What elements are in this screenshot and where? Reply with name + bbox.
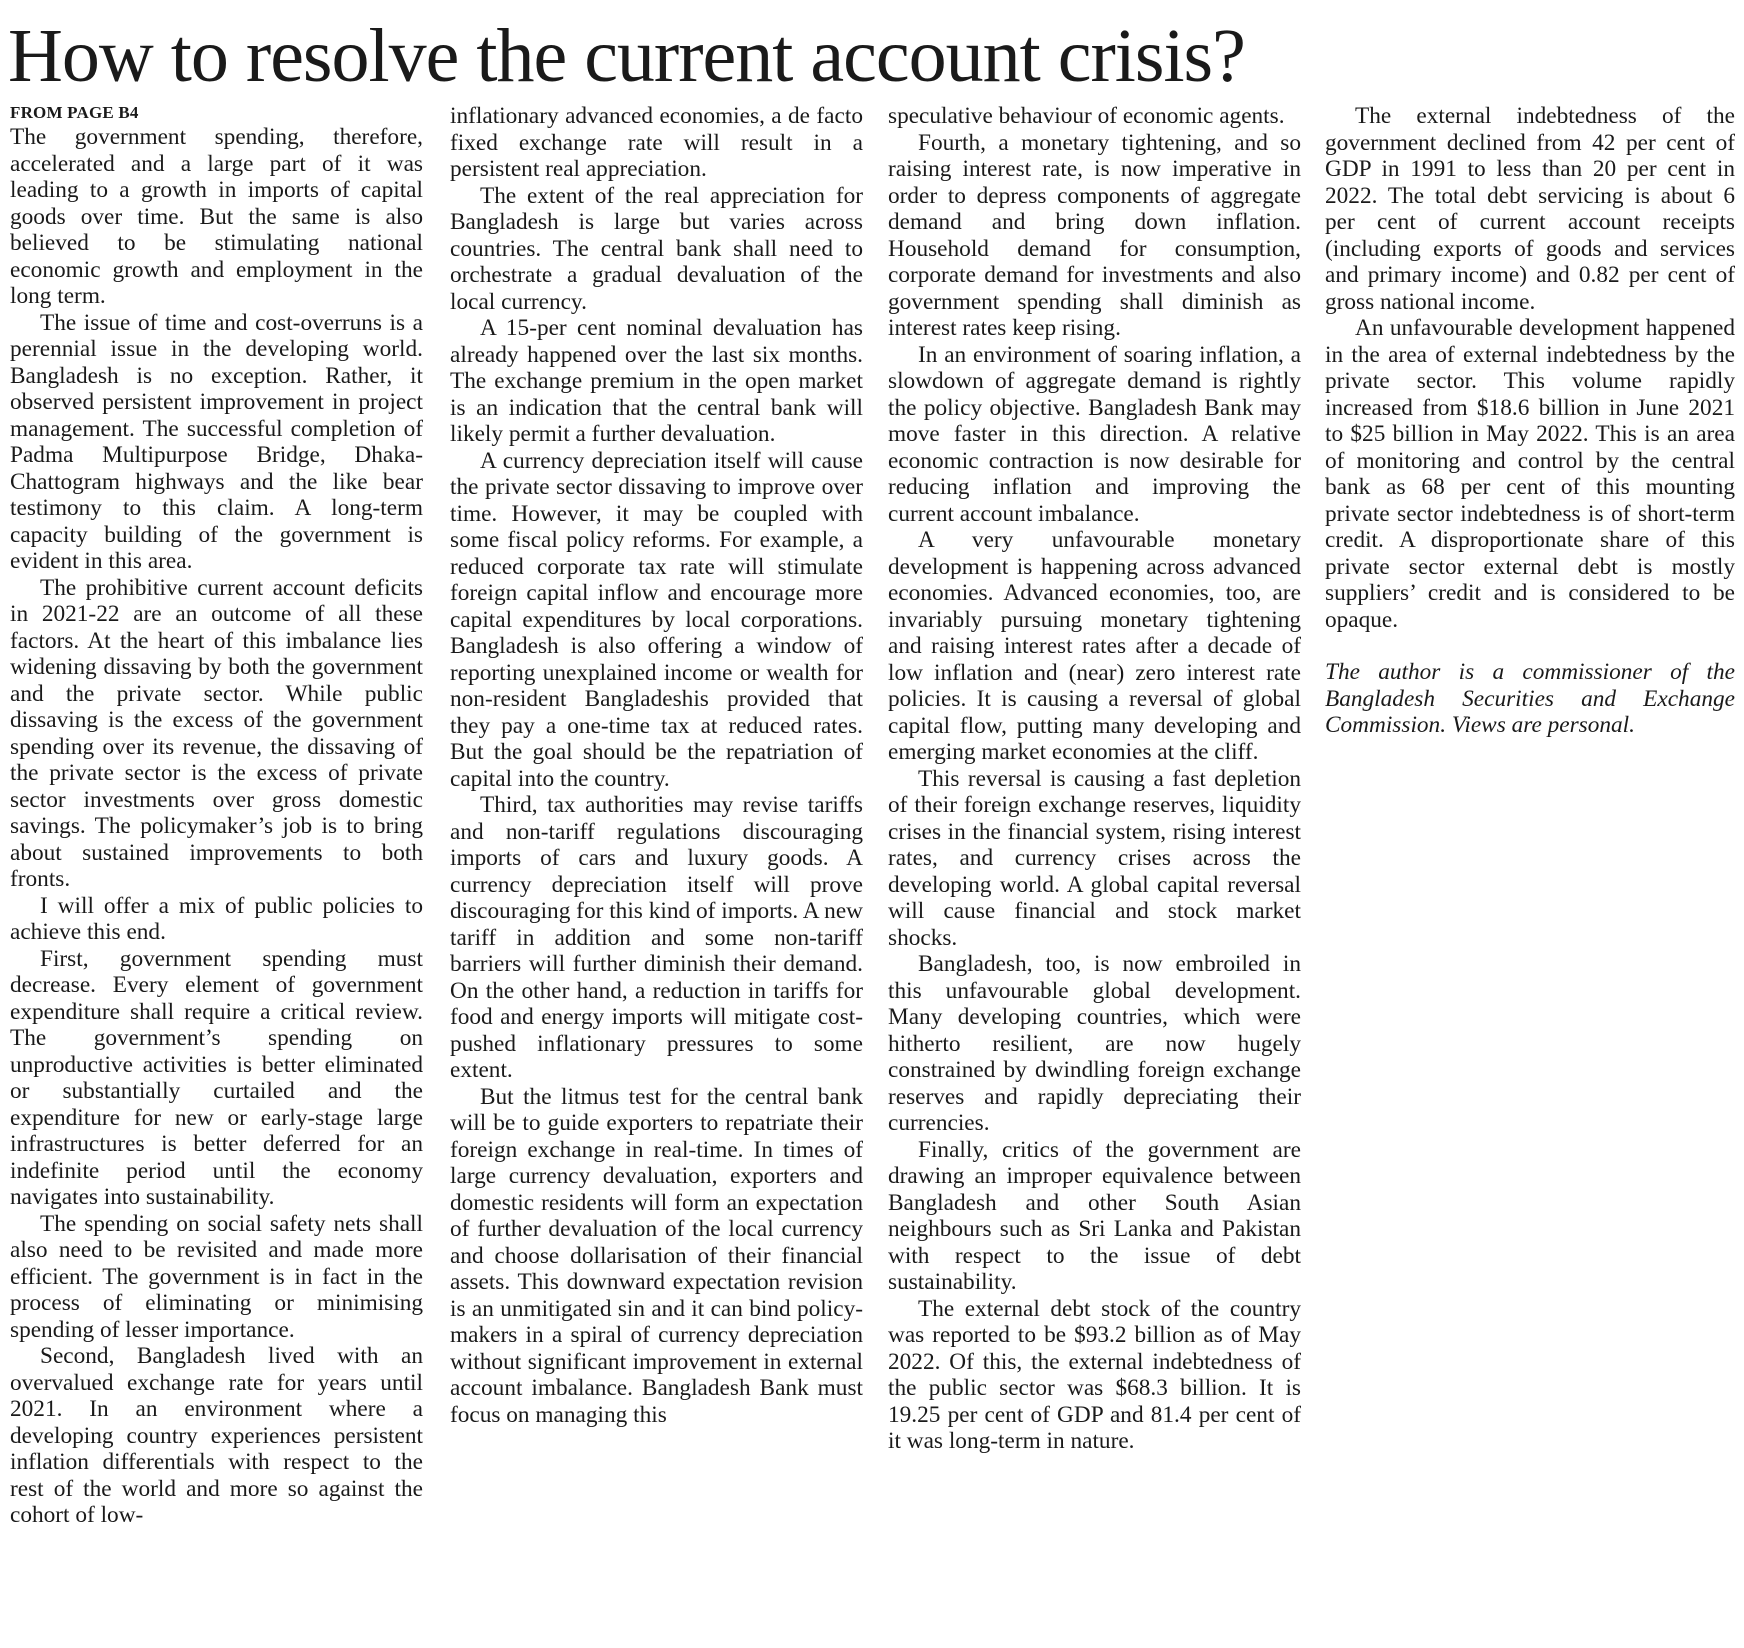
headline: How to resolve the current account crisis? [8, 14, 1245, 98]
paragraph: Third, tax authorities may revise tariffs and non-tariff regulations discouraging imports of cars and luxury goods. A currency depreciation itself will prove discouraging for this kind of imports. A new tariff in addition and some non-tariff barriers will further diminish their demand. On the other hand, a reduction in tariffs for food and energy imports will mitigate cost-pushed inflationary pressures to some extent. [450, 792, 863, 1083]
paragraph: speculative behaviour of economic agents. [888, 103, 1285, 129]
paragraph: But the litmus test for the central bank will be to guide exporters to repatriate their foreign exchange in real-time. In times of large currency devaluation, exporters and domestic residents will form an expectation of further devaluation of the local currency and choose dollarisation of their financial assets. This downward expectation revision is an unmitigated sin and it can bind policy-makers in a spiral of currency depreciation without significant improvement in external account imbalance. Bangladesh Bank must focus on managing this [450, 1083, 863, 1428]
paragraph: In an environment of soaring inflation, a slowdown of aggregate demand is rightly the policy objective. Bangladesh Bank may move faster in this direction. A relative economic contraction is now desirable for reducing inflation and improving the current account imbalance. [888, 341, 1301, 527]
paragraph: This reversal is causing a fast depletion of their foreign exchange reserves, liquidity crises in the financial system, rising interest rates, and currency crises across the developing world. A global capital reversal will cause financial and stock market shocks. [888, 765, 1301, 951]
paragraph: First, government spending must decrease. Every element of government expenditure shall require a critical review. The government’s spending on unproductive activities is better eliminated or substantially curtailed and the expenditure for new or early-stage large infrastructures is better deferred for an indefinite period until the economy navigates into sustainability. [10, 945, 423, 1210]
paragraph: A currency depreciation itself will cause the private sector dissaving to improve over time. However, it may be coupled with some fiscal policy reforms. For example, a reduced corporate tax rate will stimulate foreign capital inflow and encourage more capital expenditures by local corporations. Bangladesh is also offering a window of reporting unexplained income or wealth for non-resident Bangladeshis provided that they pay a one-time tax at reduced rates. But the goal should be the repatriation of capital into the country. [450, 447, 863, 792]
paragraph: The external debt stock of the country was reported to be $93.2 billion as of May 2022. Of this, the external indebtedness of the public sector was $68.3 billion. It is 19.25 per cent of GDP and 81.4 per cent of it was long-term in nature. [888, 1295, 1301, 1454]
paragraph: Bangladesh, too, is now embroiled in this unfavourable global development. Many developing countries, which were hitherto resilient, are now hugely constrained by dwindling foreign exchange reserves and rapidly depreciating their currencies. [888, 951, 1301, 1136]
paragraph: Fourth, a monetary tightening, and so raising interest rate, is now imperative in order to depress components of aggregate demand and bring down inflation. Household demand for consumption, corporate demand for investments and also government spending shall diminish as interest rates keep rising. [888, 129, 1301, 341]
article-column-4 [1325, 103, 1735, 1643]
paragraph: The spending on social safety nets shall also need to be revisited and made more efficient. The government is in fact in the process of eliminating or minimising spending of lesser importance. [10, 1210, 423, 1343]
paragraph: The extent of the real appreciation for Bangladesh is large but varies across countries. The central bank shall need to orchestrate a gradual devaluation of the local currency. [450, 182, 863, 315]
paragraph: Second, Bangladesh lived with an overvalued exchange rate for years until 2021. In an environment where a developing country experiences persistent inflation differentials with respect to the rest of the world and more so against the cohort of low- [10, 1343, 423, 1528]
paragraph: The issue of time and cost-overruns is a perennial issue in the developing world. Bangladesh is no exception. Rather, it observed persistent improvement in project management. The successful completion of Padma Multipurpose Bridge, Dhaka-Chattogram highways and the like bear testimony to this claim. A long-term capacity building of the government is evident in this area. [10, 309, 423, 574]
author-note: The author is a commissioner of the Bangladesh Securities and Exchange Commission. Views are personal. [1325, 659, 1735, 738]
paragraph: The external indebtedness of the government declined from 42 per cent of GDP in 1991 to less than 20 per cent in 2022. The total debt servicing is about 6 per cent of current account receipts (including exports of goods and services and primary income) and 0.82 per cent of gross national income. [1325, 103, 1735, 315]
paragraph: The government spending, therefore, accelerated and a large part of it was leading to a growth in imports of capital goods over time. But the same is also believed to be stimulating national economic growth and employment in the long term. [10, 124, 423, 309]
paragraph: Finally, critics of the government are drawing an improper equivalence between Bangladesh and other South Asian neighbours such as Sri Lanka and Pakistan with respect to the issue of debt sustainability. [888, 1136, 1301, 1295]
paragraph: A very unfavourable monetary development is happening across advanced economies. Advanced economies, too, are invariably pursuing monetary tightening and raising interest rates after a decade of low inflation and (near) zero interest rate policies. It is causing a reversal of global capital flow, putting many developing and emerging market economies at the cliff. [888, 527, 1301, 765]
article-column-1 [10, 103, 423, 1643]
paragraph: A 15-per cent nominal devaluation has already happened over the last six months. The exchange premium in the open market is an indication that the central bank will likely permit a further devaluation. [450, 315, 863, 447]
paragraph: I will offer a mix of public policies to achieve this end. [10, 892, 423, 945]
paragraph: inflationary advanced economies, a de facto fixed exchange rate will result in a persistent real appreciation. [450, 103, 863, 182]
continued-from-label: FROM PAGE B4 [10, 103, 139, 122]
article-column-2 [450, 103, 863, 1643]
paragraph: An unfavourable development happened in the area of external indebtedness by the private sector. This volume rapidly increased from $18.6 billion in June 2021 to $25 billion in May 2022. This is an area of monitoring and control by the central bank as 68 per cent of this mounting private sector indebtedness is of short-term credit. A disproportionate share of this private sector external debt is mostly suppliers’ credit and is considered to be opaque. [1325, 315, 1735, 633]
article-column-3 [888, 103, 1301, 1643]
paragraph: The prohibitive current account deficits in 2021-22 are an outcome of all these factors. At the heart of this imbalance lies widening dissaving by both the government and the private sector. While public dissaving is the excess of the government spending over its revenue, the dissaving of the private sector is the excess of private sector investments over gross domestic savings. The policymaker’s job is to bring about sustained improvements to both fronts. [10, 574, 423, 892]
